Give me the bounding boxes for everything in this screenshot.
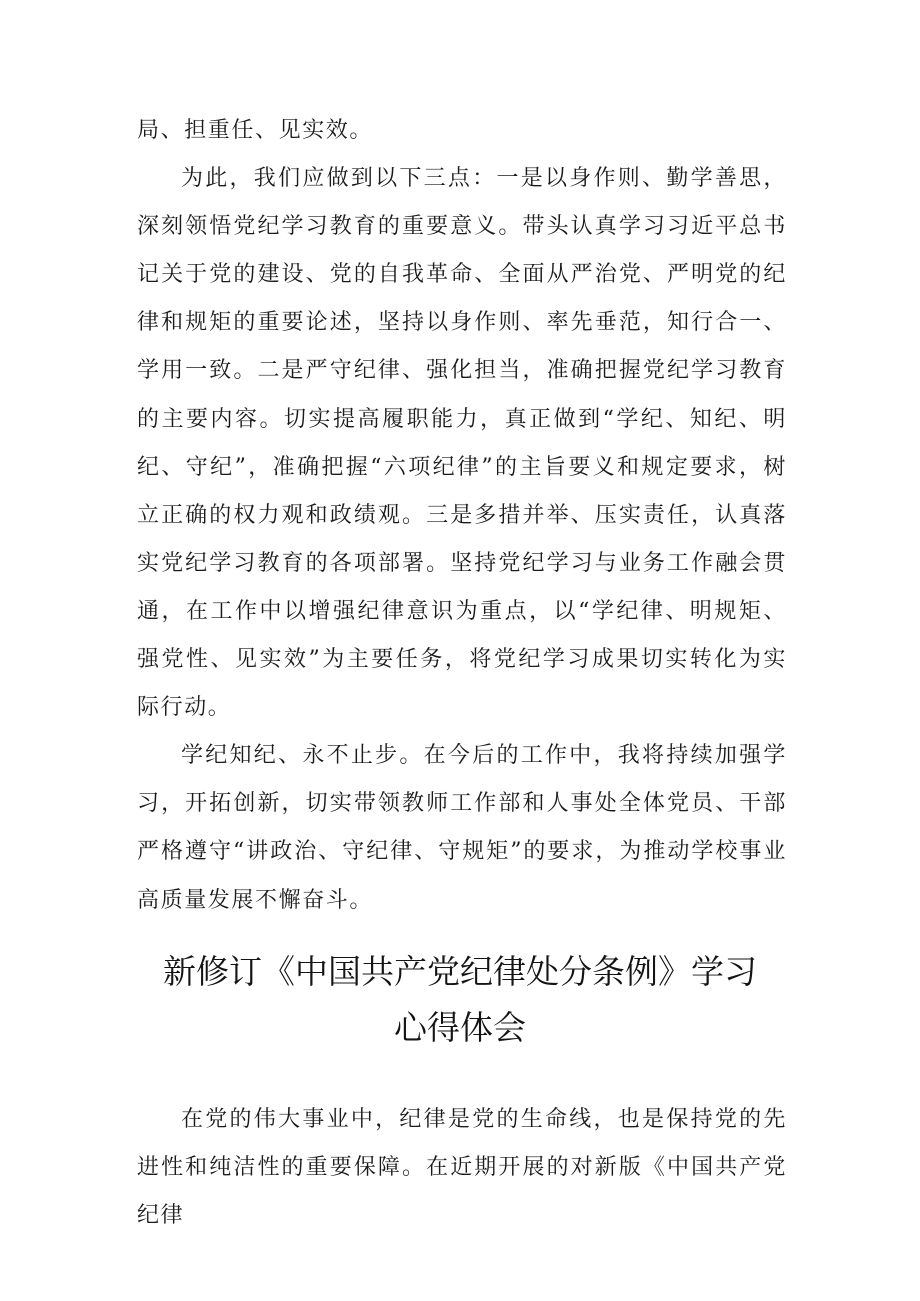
paragraph-conclusion: 学纪知纪、永不止步。在今后的工作中，我将持续加强学习，开拓创新，切实带领教师工作部和人事处全体党员、干部严格遵守“讲政治、守纪律、守规矩”的要求，为推动学校事业高质量发展不懈奋斗。 [137,743,787,913]
paragraph-intro: 在党的伟大事业中，纪律是党的生命线，也是保持党的先进性和纯洁性的重要保障。在近期开展的对新版《中国共产党纪律 [137,1107,787,1229]
title-line-2: 心得体会 [394,1008,526,1047]
document-title [120,944,800,1056]
paragraph-continued: 局、担重任、见实效。 [137,118,374,143]
body-text-section-2 [137,1096,787,1240]
body-text-section-1 [137,107,787,925]
title-line-1: 新修订《中国共产党纪律处分条例》学习 [163,952,757,991]
paragraph-three-points: 为此，我们应做到以下三点：一是以身作则、勤学善思，深刻领悟党纪学习教育的重要意义。带头认真学习习近平总书记关于党的建设、党的自我革命、全面从严治党、严明党的纪律和规矩的重要论述，坚持以身作则、率先垂范，知行合一、学用一致。二是严守纪律、强化担当，准确把握党纪学习教育的主要内容。切实提高履职能力，真正做到“学纪、知纪、明纪、守纪”，准确把握“六项纪律”的主旨要义和规定要求，树立正确的权力观和政绩观。三是多措并举、压实责任，认真落实党纪学习教育的各项部署。坚持党纪学习与业务工作融会贯通，在工作中以增强纪律意识为重点，以“学纪律、明规矩、强党性、见实效”为主要任务，将党纪学习成果切实转化为实际行动。 [137,166,787,721]
